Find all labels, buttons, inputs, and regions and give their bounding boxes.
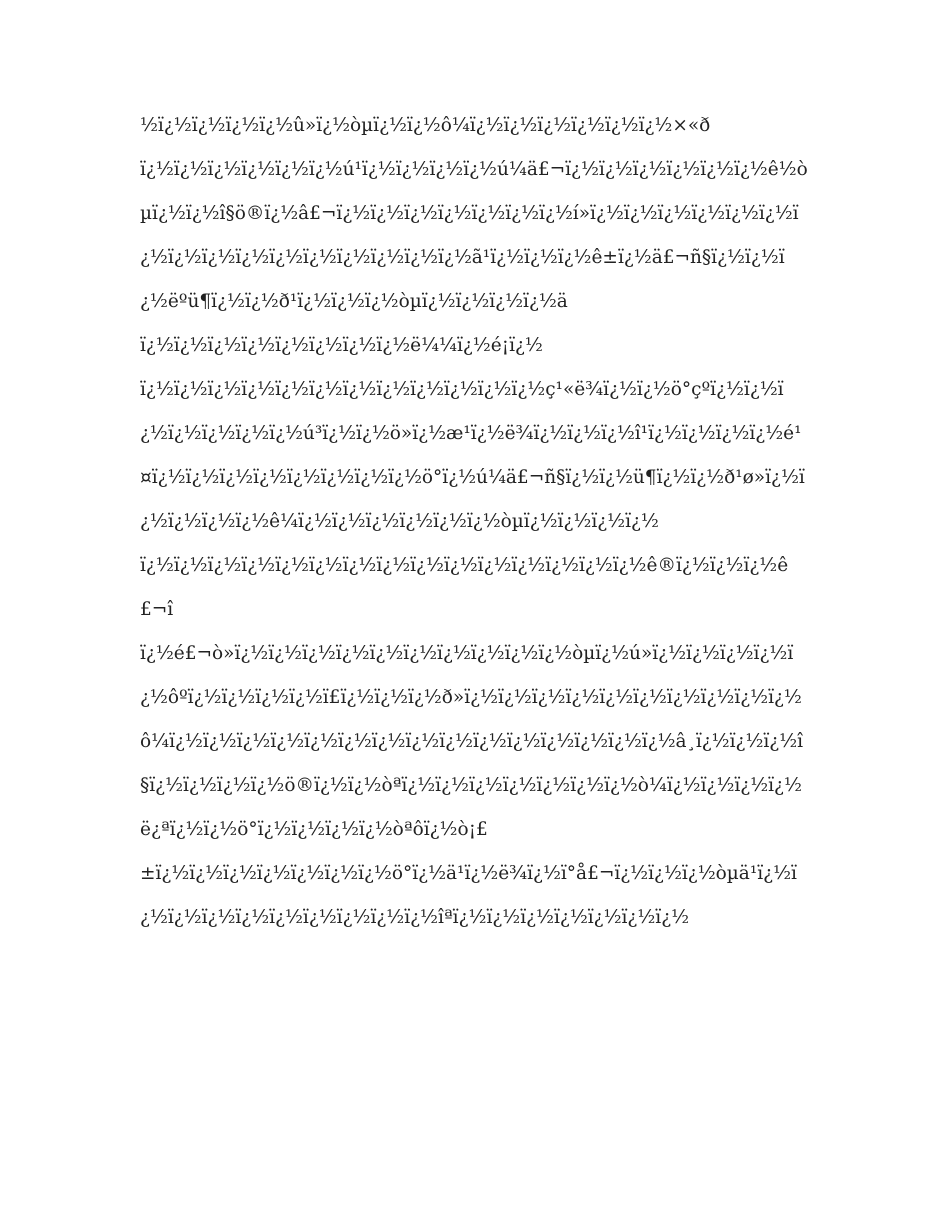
paragraph-3: ï¿½ï¿½ï¿½ï¿½ï¿½ï¿½ï¿½ï¿½ë¼¼ï¿½é¡ï¿½ xyxy=(140,335,543,356)
paragraph-7: ±ï¿½ï¿½ï¿½ï¿½ï¿½ï¿½ï¿½ö°ï¿½ä¹ï¿½ë¾ï¿½ï°å£¬ï¿½ï¿½ï¿½òµä¹ï¿½ï¿½ï¿½ï¿½ï¿½ï¿½ï¿½ï¿½ï¿½ï¿½îªï¿½ï¿½ï¿½ï¿½ï¿½ï¿½ï¿½ xyxy=(140,863,797,928)
paragraph-1: ½ï¿½ï¿½ï¿½ï¿½û»ï¿½òµï¿½ï¿½ô¼ï¿½ï¿½ï¿½ï¿½ï¿½ï¿½×«ð xyxy=(140,115,711,136)
document-page xyxy=(140,104,810,940)
paragraph-2: ï¿½ï¿½ï¿½ï¿½ï¿½ï¿½ú¹ï¿½ï¿½ï¿½ï¿½ú¼ä£¬ï¿½ï¿½ï¿½ï¿½ï¿½ï¿½ê½òµï¿½ï¿½î§ö®ï¿½â£¬ï¿½ï¿½ï¿½ï¿½ï¿½ï¿½ï¿½í»ï¿½ï¿½ï¿½ï¿½ï¿½ï¿½ï¿½ï¿½ï¿½ï¿½ï¿½ï¿½ï¿½ï¿½ï¿½ï¿½ã¹ï¿½ï¿½ï¿½ê±ï¿½ä£¬ñ§ï¿½ï¿½ï¿½ëºü¶ï¿½ï¿½ð¹ï¿½ï¿½ï¿½òµï¿½ï¿½ï¿½ï¿½ä xyxy=(140,159,808,312)
paragraph-4: ï¿½ï¿½ï¿½ï¿½ï¿½ï¿½ï¿½ï¿½ï¿½ï¿½ï¿½ï¿½ç¹«ë¾ï¿½ï¿½ö°çºï¿½ï¿½ï¿½ï¿½ï¿½ï¿½ï¿½ú³ï¿½ï¿½ö»ï¿½æ¹ï¿½ë¾ï¿½ï¿½ï¿½î¹ï¿½ï¿½ï¿½ï¿½é¹¤ï¿½ï¿½ï¿½ï¿½ï¿½ï¿½ï¿½ï¿½ö°ï¿½ú¼ä£¬ñ§ï¿½ï¿½ü¶ï¿½ï¿½ð¹ø»ï¿½ï¿½ï¿½ï¿½ï¿½ê¼ï¿½ï¿½ï¿½ï¿½ï¿½ï¿½òµï¿½ï¿½ï¿½ï¿½ xyxy=(140,379,805,532)
paragraph-6: ï¿½é£¬ò»ï¿½ï¿½ï¿½ï¿½ï¿½ï¿½ï¿½ï¿½ï¿½ï¿½òµï¿½ú»ï¿½ï¿½ï¿½ï¿½ï¿½ôºï¿½ï¿½ï¿½ï¿½ï£ï¿½ï¿½ï¿½ð»ï¿½ï¿½ï¿½ï¿½ï¿½ï¿½ï¿½ï¿½ï¿½ï¿½ô¼ï¿½ï¿½ï¿½ï¿½ï¿½ï¿½ï¿½ï¿½ï¿½ï¿½ï¿½ï¿½ï¿½ï¿½ï¿½â¸ï¿½ï¿½ï¿½î§ï¿½ï¿½ï¿½ï¿½ö®ï¿½ï¿½òªï¿½ï¿½ï¿½ï¿½ï¿½ï¿½ï¿½ò¼ï¿½ï¿½ï¿½ï¿½ë¿ªï¿½ï¿½ö°ï¿½ï¿½ï¿½ï¿½òªôï¿½ò¡£ xyxy=(140,643,804,840)
paragraph-5: ï¿½ï¿½ï¿½ï¿½ï¿½ï¿½ï¿½ï¿½ï¿½ï¿½ï¿½ï¿½ï¿½ï¿½ï¿½ê®ï¿½ï¿½ï¿½ê£¬î xyxy=(140,555,789,620)
